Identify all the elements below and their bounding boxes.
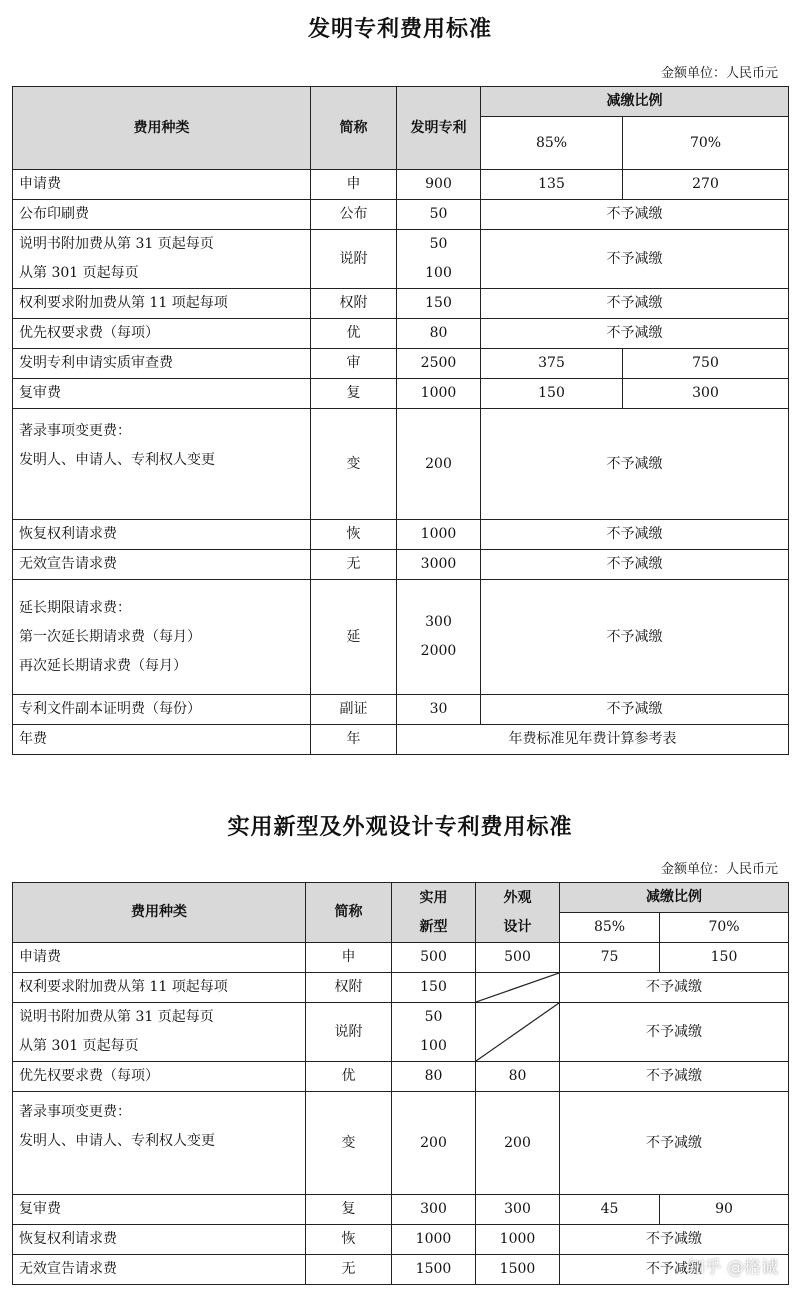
table-row: 著录事项变更费： 发明人、申请人、专利权人变更 变 200 不予减缴 [13, 409, 789, 520]
table-row: 申请费 申 900 135 270 [13, 170, 789, 200]
table-row: 权利要求附加费从第 11 项起每项 权附 150 不予减缴 [13, 973, 789, 1003]
section1-title: 发明专利费用标准 [307, 17, 492, 42]
table-row: 延长期限请求费： 第一次延长期请求费（每月） 再次延长期请求费（每月） 延 300 2000 不予减缴 [13, 580, 789, 695]
invention-fee-table [12, 86, 789, 755]
table-row: 著录事项变更费： 发明人、申请人、专利权人变更 变 200 200 不予减缴 [13, 1092, 789, 1195]
table-row: 恢复权利请求费 恢 1000 1000 不予减缴 [13, 1225, 789, 1255]
table-row: 无效宣告请求费 无 3000 不予减缴 [13, 550, 789, 580]
table-row: 说明书附加费从第 31 页起每页 从第 301 页起每页 说附 50 100 不予减缴 [13, 1003, 789, 1062]
not-applicable-diagonal [476, 1003, 560, 1062]
watermark: 知乎 @格诚 [687, 1258, 778, 1278]
table-row: 说明书附加费从第 31 页起每页 从第 301 页起每页 说附 50 100 不予减缴 [13, 230, 789, 289]
table-row: 复审费 复 300 300 45 90 [13, 1195, 789, 1225]
header-85: 85% [560, 913, 660, 943]
table-row: 发明专利申请实质审查费 审 2500 375 750 [13, 349, 789, 379]
table-row: 恢复权利请求费 恢 1000 不予减缴 [13, 520, 789, 550]
table-row: 公布印刷费 公布 50 不予减缴 [13, 200, 789, 230]
header-utility: 实用 新型 [392, 883, 476, 943]
table-row: 权利要求附加费从第 11 项起每项 权附 150 不予减缴 [13, 289, 789, 319]
header-reduction: 减缴比例 [481, 87, 789, 117]
table-row: 优先权要求费（每项） 优 80 不予减缴 [13, 319, 789, 349]
header-abbr: 简称 [306, 883, 392, 943]
header-invention: 发明专利 [397, 87, 481, 170]
header-fee-type: 费用种类 [13, 883, 306, 943]
table-row: 专利文件副本证明费（每份） 副证 30 不予减缴 [13, 695, 789, 725]
header-design: 外观 设计 [476, 883, 560, 943]
section1-unit: 金额单位：人民币元 [660, 66, 778, 81]
section2-unit: 金额单位：人民币元 [660, 862, 778, 877]
table-row: 优先权要求费（每项） 优 80 80 不予减缴 [13, 1062, 789, 1092]
table-row: 年费 年 年费标准见年费计算参考表 [13, 725, 789, 755]
table-row: 申请费 申 500 500 75 150 [13, 943, 789, 973]
header-abbr: 简称 [311, 87, 397, 170]
section2-title: 实用新型及外观设计专利费用标准 [227, 815, 573, 840]
table-row: 无效宣告请求费 无 1500 1500 不予减缴 [13, 1255, 789, 1285]
table-row: 复审费 复 1000 150 300 [13, 379, 789, 409]
header-70: 70% [660, 913, 789, 943]
header-fee-type: 费用种类 [13, 87, 311, 170]
header-85: 85% [481, 117, 623, 170]
header-70: 70% [623, 117, 789, 170]
not-applicable-diagonal [476, 973, 560, 1003]
utility-design-fee-table [12, 882, 789, 1285]
header-reduction: 减缴比例 [560, 883, 789, 913]
